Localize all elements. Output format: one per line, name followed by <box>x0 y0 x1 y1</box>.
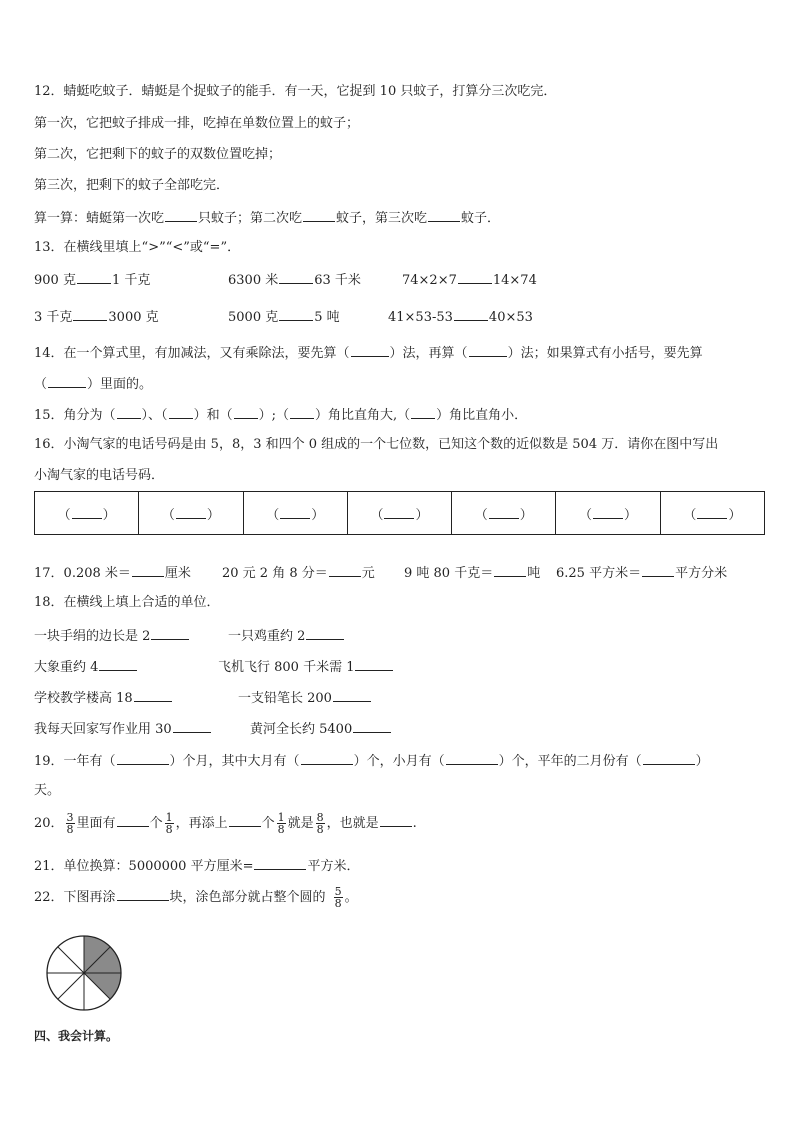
text: 14×74 <box>492 273 537 288</box>
q15-line <box>34 406 527 424</box>
text: 大象重约 4 <box>34 660 99 675</box>
phone-number-table <box>34 491 765 535</box>
text: 个 <box>149 816 163 831</box>
blank[interactable] <box>384 506 414 519</box>
blank[interactable] <box>458 271 492 284</box>
q18-item <box>34 689 173 707</box>
text: 20． <box>34 816 64 831</box>
text: 6.25 平方米＝ <box>556 566 642 581</box>
phone-digit-cell[interactable] <box>347 492 451 535</box>
circle-eighths-diagram <box>44 933 124 1013</box>
blank[interactable] <box>254 857 306 870</box>
text: 一支铅笔长 200 <box>238 691 332 706</box>
text: 蚊子，第三次吃 <box>336 211 428 226</box>
blank[interactable] <box>279 271 313 284</box>
blank[interactable] <box>134 689 172 702</box>
text: 74×2×7 <box>402 273 457 288</box>
q12-line2: 第一次，它把蚊子排成一排，吃掉在单数位置上的蚊子； <box>34 116 360 131</box>
numerator: 3 <box>66 811 74 824</box>
denominator: 8 <box>316 823 324 836</box>
text: 元 <box>361 566 375 581</box>
blank[interactable] <box>494 564 526 577</box>
blank[interactable] <box>280 506 310 519</box>
text: 6300 米 <box>228 273 279 288</box>
q16-line1: 16．小淘气家的电话号码是由 5，8，3 和四个 0 组成的一个七位数，已知这个数的近似数是 504 万．请你在图中写出 <box>34 437 719 452</box>
fraction <box>165 812 174 835</box>
q18-item <box>228 627 345 645</box>
text: 块，涂色部分就占整个圆的 <box>169 890 326 905</box>
text: . <box>412 816 417 831</box>
q22-line <box>34 880 358 916</box>
blank[interactable] <box>353 720 391 733</box>
text: 我每天回家写作业用 30 <box>34 722 172 737</box>
text: （ <box>579 507 593 523</box>
blank[interactable] <box>176 506 206 519</box>
q17-item3 <box>404 564 540 582</box>
text: 5000 克 <box>228 310 279 325</box>
text: 个 <box>261 816 275 831</box>
blank[interactable] <box>380 814 412 827</box>
q14-line1 <box>34 344 703 362</box>
text: 学校教学楼高 18 <box>34 691 133 706</box>
text: ）、（ <box>141 408 168 423</box>
blank[interactable] <box>77 271 111 284</box>
blank[interactable] <box>117 406 141 419</box>
blank[interactable] <box>303 209 335 222</box>
text: ，再添上 <box>175 816 228 831</box>
text: 吨 <box>527 566 541 581</box>
blank[interactable] <box>290 406 314 419</box>
text: ）和（ <box>193 408 233 423</box>
text: 厘米 <box>164 566 191 581</box>
denominator: 8 <box>334 897 342 910</box>
text: （ <box>34 377 48 392</box>
text: 平方米． <box>307 859 360 874</box>
blank[interactable] <box>229 814 261 827</box>
q20-line <box>34 808 417 840</box>
blank[interactable] <box>489 506 519 519</box>
text: （ <box>370 507 384 523</box>
numerator: 1 <box>277 811 285 824</box>
text: 算一算：蜻蜓第一次吃 <box>34 211 165 226</box>
text: （ <box>266 507 280 523</box>
q12-line4: 第三次，把剩下的蚊子全部吃完． <box>34 178 230 193</box>
blank[interactable] <box>446 752 498 765</box>
fraction <box>316 812 325 835</box>
text: 里面有 <box>76 816 116 831</box>
q18-item <box>238 689 372 707</box>
denominator: 8 <box>165 823 173 836</box>
text: ） <box>624 507 638 523</box>
text: 14．在一个算式里，有加减法，又有乘除法，要先算（ <box>34 346 350 361</box>
text: 41×53-53 <box>388 310 453 325</box>
phone-digit-cell[interactable] <box>139 492 243 535</box>
text: ，也就是 <box>326 816 379 831</box>
q18-item <box>250 720 392 738</box>
numerator: 8 <box>316 811 324 824</box>
blank[interactable] <box>454 308 488 321</box>
text: 一块手绢的边长是 2 <box>34 629 151 644</box>
blank[interactable] <box>306 627 344 640</box>
phone-digit-cell[interactable] <box>243 492 347 535</box>
text: 蚊子． <box>461 211 501 226</box>
blank[interactable] <box>117 888 169 901</box>
blank[interactable] <box>411 406 435 419</box>
q12-answer-line <box>34 209 500 227</box>
blank[interactable] <box>165 209 197 222</box>
q18-item <box>34 658 138 676</box>
q17-item2 <box>222 564 375 582</box>
text: 20 元 2 角 8 分＝ <box>222 566 328 581</box>
text: 1 千克 <box>111 273 151 288</box>
q17-item4 <box>556 564 727 582</box>
numerator: 5 <box>334 885 342 898</box>
text: ）个，小月有（ <box>353 754 445 769</box>
text: ） <box>695 754 709 769</box>
text: ） <box>519 507 533 523</box>
text: （ <box>161 507 175 523</box>
text: 15．角分为（ <box>34 408 116 423</box>
fraction <box>334 886 343 909</box>
q13-row1-item2 <box>228 271 361 289</box>
blank[interactable] <box>355 658 393 671</box>
text: 平方分米 <box>675 566 728 581</box>
blank[interactable] <box>351 344 389 357</box>
blank[interactable] <box>593 506 623 519</box>
blank[interactable] <box>173 720 211 733</box>
text: 40×53 <box>488 310 533 325</box>
text: ）里面的。 <box>87 377 153 392</box>
text: 3000 克 <box>108 310 159 325</box>
q13-row2-item3 <box>388 308 533 326</box>
fraction <box>66 812 75 835</box>
text: ） <box>311 507 325 523</box>
text: 。 <box>344 890 358 905</box>
blank[interactable] <box>72 506 102 519</box>
text: 5 吨 <box>314 310 340 325</box>
text: ）角比直角小． <box>436 408 528 423</box>
blank[interactable] <box>117 814 149 827</box>
q19-line1 <box>34 752 709 770</box>
blank[interactable] <box>279 308 313 321</box>
text: 飞机飞行 800 千米需 1 <box>218 660 355 675</box>
blank[interactable] <box>151 627 189 640</box>
q18-title: 18．在横线上填上合适的单位． <box>34 595 220 610</box>
text: ） <box>415 507 429 523</box>
text: 一只鸡重约 2 <box>228 629 306 644</box>
q12-line1: 12．蜻蜓吃蚊子．蜻蜓是个捉蚊子的能手．有一天，它捉到 10 只蚊子，打算分三次吃完． <box>34 84 557 99</box>
text: ） <box>206 507 220 523</box>
text: ）法，再算（ <box>389 346 468 361</box>
q18-item <box>218 658 394 676</box>
text: 63 千米 <box>314 273 361 288</box>
text: ）角比直角大,（ <box>314 408 411 423</box>
q16-line2: 小淘气家的电话号码． <box>34 468 165 483</box>
q18-item <box>34 720 212 738</box>
denominator: 8 <box>277 823 285 836</box>
blank[interactable] <box>234 406 258 419</box>
blank[interactable] <box>428 209 460 222</box>
blank[interactable] <box>642 564 674 577</box>
text: 3 千克 <box>34 310 73 325</box>
text: 17．0.208 米＝ <box>34 566 131 581</box>
text: 黄河全长约 5400 <box>250 722 353 737</box>
text: ）法；如果算式有小括号，要先算 <box>507 346 703 361</box>
text: 只蚊子；第二次吃 <box>198 211 303 226</box>
numerator: 1 <box>165 811 173 824</box>
q18-item <box>34 627 190 645</box>
q13-row2-item2 <box>228 308 340 326</box>
q19-line2: 天。 <box>34 783 61 798</box>
blank[interactable] <box>48 375 86 388</box>
text: （ <box>474 507 488 523</box>
blank[interactable] <box>697 506 727 519</box>
fraction <box>277 812 286 835</box>
blank[interactable] <box>99 658 137 671</box>
denominator: 8 <box>66 823 74 836</box>
section-heading: 四、我会计算。 <box>34 1029 119 1043</box>
text: ）个月，其中大月有（ <box>169 754 300 769</box>
text: 900 克 <box>34 273 76 288</box>
text: ） <box>728 507 742 523</box>
text: 19．一年有（ <box>34 754 116 769</box>
phone-digit-cell[interactable] <box>452 492 556 535</box>
blank[interactable] <box>73 308 107 321</box>
q13-row2-item1 <box>34 308 159 326</box>
text: 22．下图再涂 <box>34 890 116 905</box>
blank[interactable] <box>469 344 507 357</box>
text: ） <box>102 507 116 523</box>
q17-item1 <box>34 564 191 582</box>
text: 就是 <box>287 816 314 831</box>
q21-line <box>34 857 359 875</box>
blank[interactable] <box>301 752 353 765</box>
text: ）;（ <box>258 408 289 423</box>
shaded-sector <box>84 973 121 999</box>
blank[interactable] <box>132 564 164 577</box>
blank[interactable] <box>333 689 371 702</box>
text: 9 吨 80 千克＝ <box>404 566 494 581</box>
text: （ <box>683 507 697 523</box>
text: （ <box>57 507 71 523</box>
q12-line3: 第二次，它把剩下的蚊子的双数位置吃掉； <box>34 147 282 162</box>
text: ）个，平年的二月份有（ <box>498 754 642 769</box>
phone-digit-cell[interactable] <box>35 492 139 535</box>
blank[interactable] <box>643 752 695 765</box>
blank[interactable] <box>117 752 169 765</box>
q13-row1-item3 <box>402 271 537 289</box>
q13-title: 13．在横线里填上“>”“<”或“=”． <box>34 240 241 255</box>
q13-row1-item1 <box>34 271 150 289</box>
phone-digit-cell[interactable] <box>556 492 660 535</box>
text: 21．单位换算：5000000 平方厘米= <box>34 859 254 874</box>
blank[interactable] <box>169 406 193 419</box>
blank[interactable] <box>329 564 361 577</box>
q14-line2 <box>34 375 152 393</box>
phone-digit-cell[interactable] <box>660 492 764 535</box>
